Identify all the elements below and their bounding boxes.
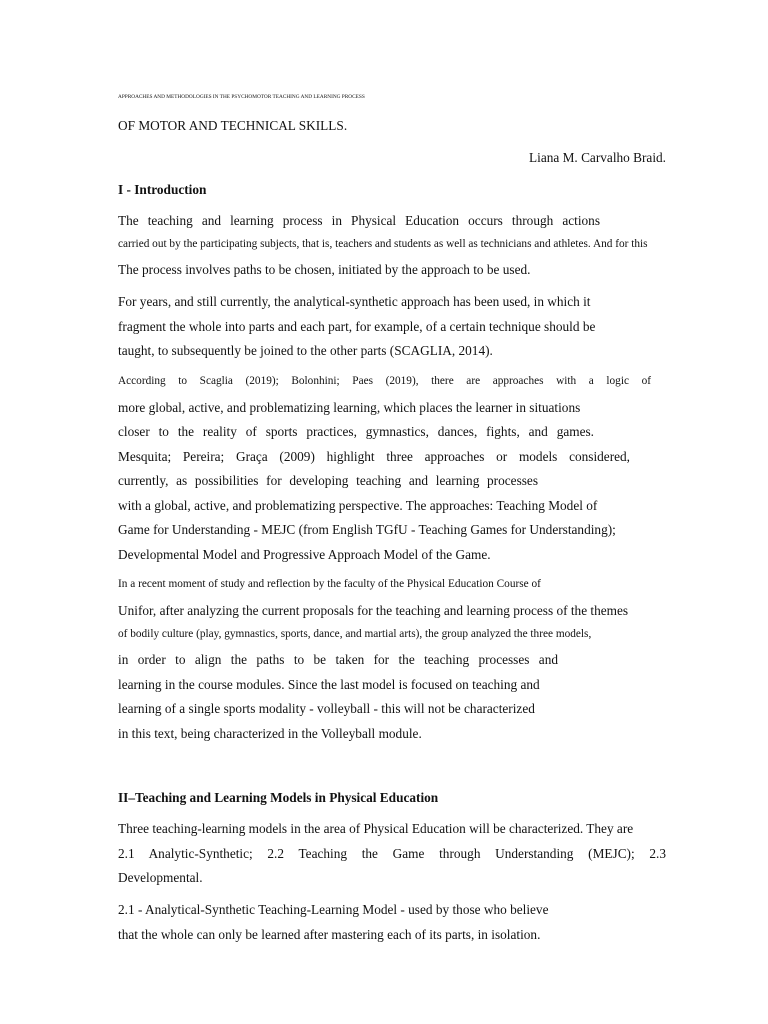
intro-p3-line: Game for Understanding - MEJC (from English TGfU - Teaching Games for Understanding); xyxy=(118,522,616,537)
document-title-line-2: OF MOTOR AND TECHNICAL SKILLS. xyxy=(118,118,348,133)
intro-p2-line: fragment the whole into parts and each part, for example, of a certain technique should be xyxy=(118,319,596,334)
intro-p3-line: Mesquita; Pereira; Graça (2009) highlight three approaches or models considered, xyxy=(118,449,630,464)
intro-p3-line: closer to the reality of sports practices, gymnastics, dances, fights, and games. xyxy=(118,424,594,439)
intro-p3-line: with a global, active, and problematizing perspective. The approaches: Teaching Model of xyxy=(118,498,598,513)
intro-p4-line: in this text, being characterized in the Volleyball module. xyxy=(118,726,422,741)
author-name: Liana M. Carvalho Braid. xyxy=(529,150,666,165)
intro-p4-line: learning in the course modules. Since the last model is focused on teaching and xyxy=(118,677,540,692)
document-title-line-1: APPROACHES AND METHODOLOGIES IN THE PSYCHOMOTOR TEACHING AND LEARNING PROCESS xyxy=(118,94,365,100)
intro-p2-line: For years, and still currently, the analytical-synthetic approach has been used, in which it xyxy=(118,294,591,309)
intro-p2-line: taught, to subsequently be joined to the other parts (SCAGLIA, 2014). xyxy=(118,343,493,358)
models-p2-line: that the whole can only be learned after mastering each of its parts, in isolation. xyxy=(118,927,541,942)
intro-p3-line: more global, active, and problematizing learning, which places the learner in situations xyxy=(118,400,581,415)
section-heading-introduction: I - Introduction xyxy=(118,182,207,197)
intro-p3-line: currently, as possibilities for developing teaching and learning processes xyxy=(118,473,538,488)
section-heading-teaching-models: II–Teaching and Learning Models in Physical Education xyxy=(118,790,439,805)
intro-p4-line: of bodily culture (play, gymnastics, sports, dance, and martial arts), the group analyzed the three models, xyxy=(118,628,592,640)
intro-p1-line: carried out by the participating subjects, that is, teachers and students as well as technicians and athletes. And for this xyxy=(118,238,648,250)
models-p2-line: 2.1 - Analytical-Synthetic Teaching-Learning Model - used by those who believe xyxy=(118,902,549,917)
intro-p4-line: learning of a single sports modality - volleyball - this will not be characterized xyxy=(118,701,535,716)
intro-p3-line: According to Scaglia (2019); Bolonhini; Paes (2019), there are approaches with a logic of xyxy=(118,375,651,387)
intro-p3-line: Developmental Model and Progressive Approach Model of the Game. xyxy=(118,547,491,562)
intro-p4-line: in order to align the paths to be taken for the teaching processes and xyxy=(118,652,558,667)
models-p1-line: Developmental. xyxy=(118,870,203,885)
intro-p1-line: The teaching and learning process in Physical Education occurs through actions xyxy=(118,213,600,228)
intro-p1-line: The process involves paths to be chosen, initiated by the approach to be used. xyxy=(118,262,531,277)
models-p1-line: Three teaching-learning models in the area of Physical Education will be characterized. They are xyxy=(118,821,634,836)
intro-p4-line: Unifor, after analyzing the current proposals for the teaching and learning process of the themes xyxy=(118,603,629,618)
models-p1-line: 2.1 Analytic-Synthetic; 2.2 Teaching the Game through Understanding (MEJC); 2.3 xyxy=(118,846,666,861)
intro-p4-line: In a recent moment of study and reflection by the faculty of the Physical Education Course of xyxy=(118,578,541,590)
